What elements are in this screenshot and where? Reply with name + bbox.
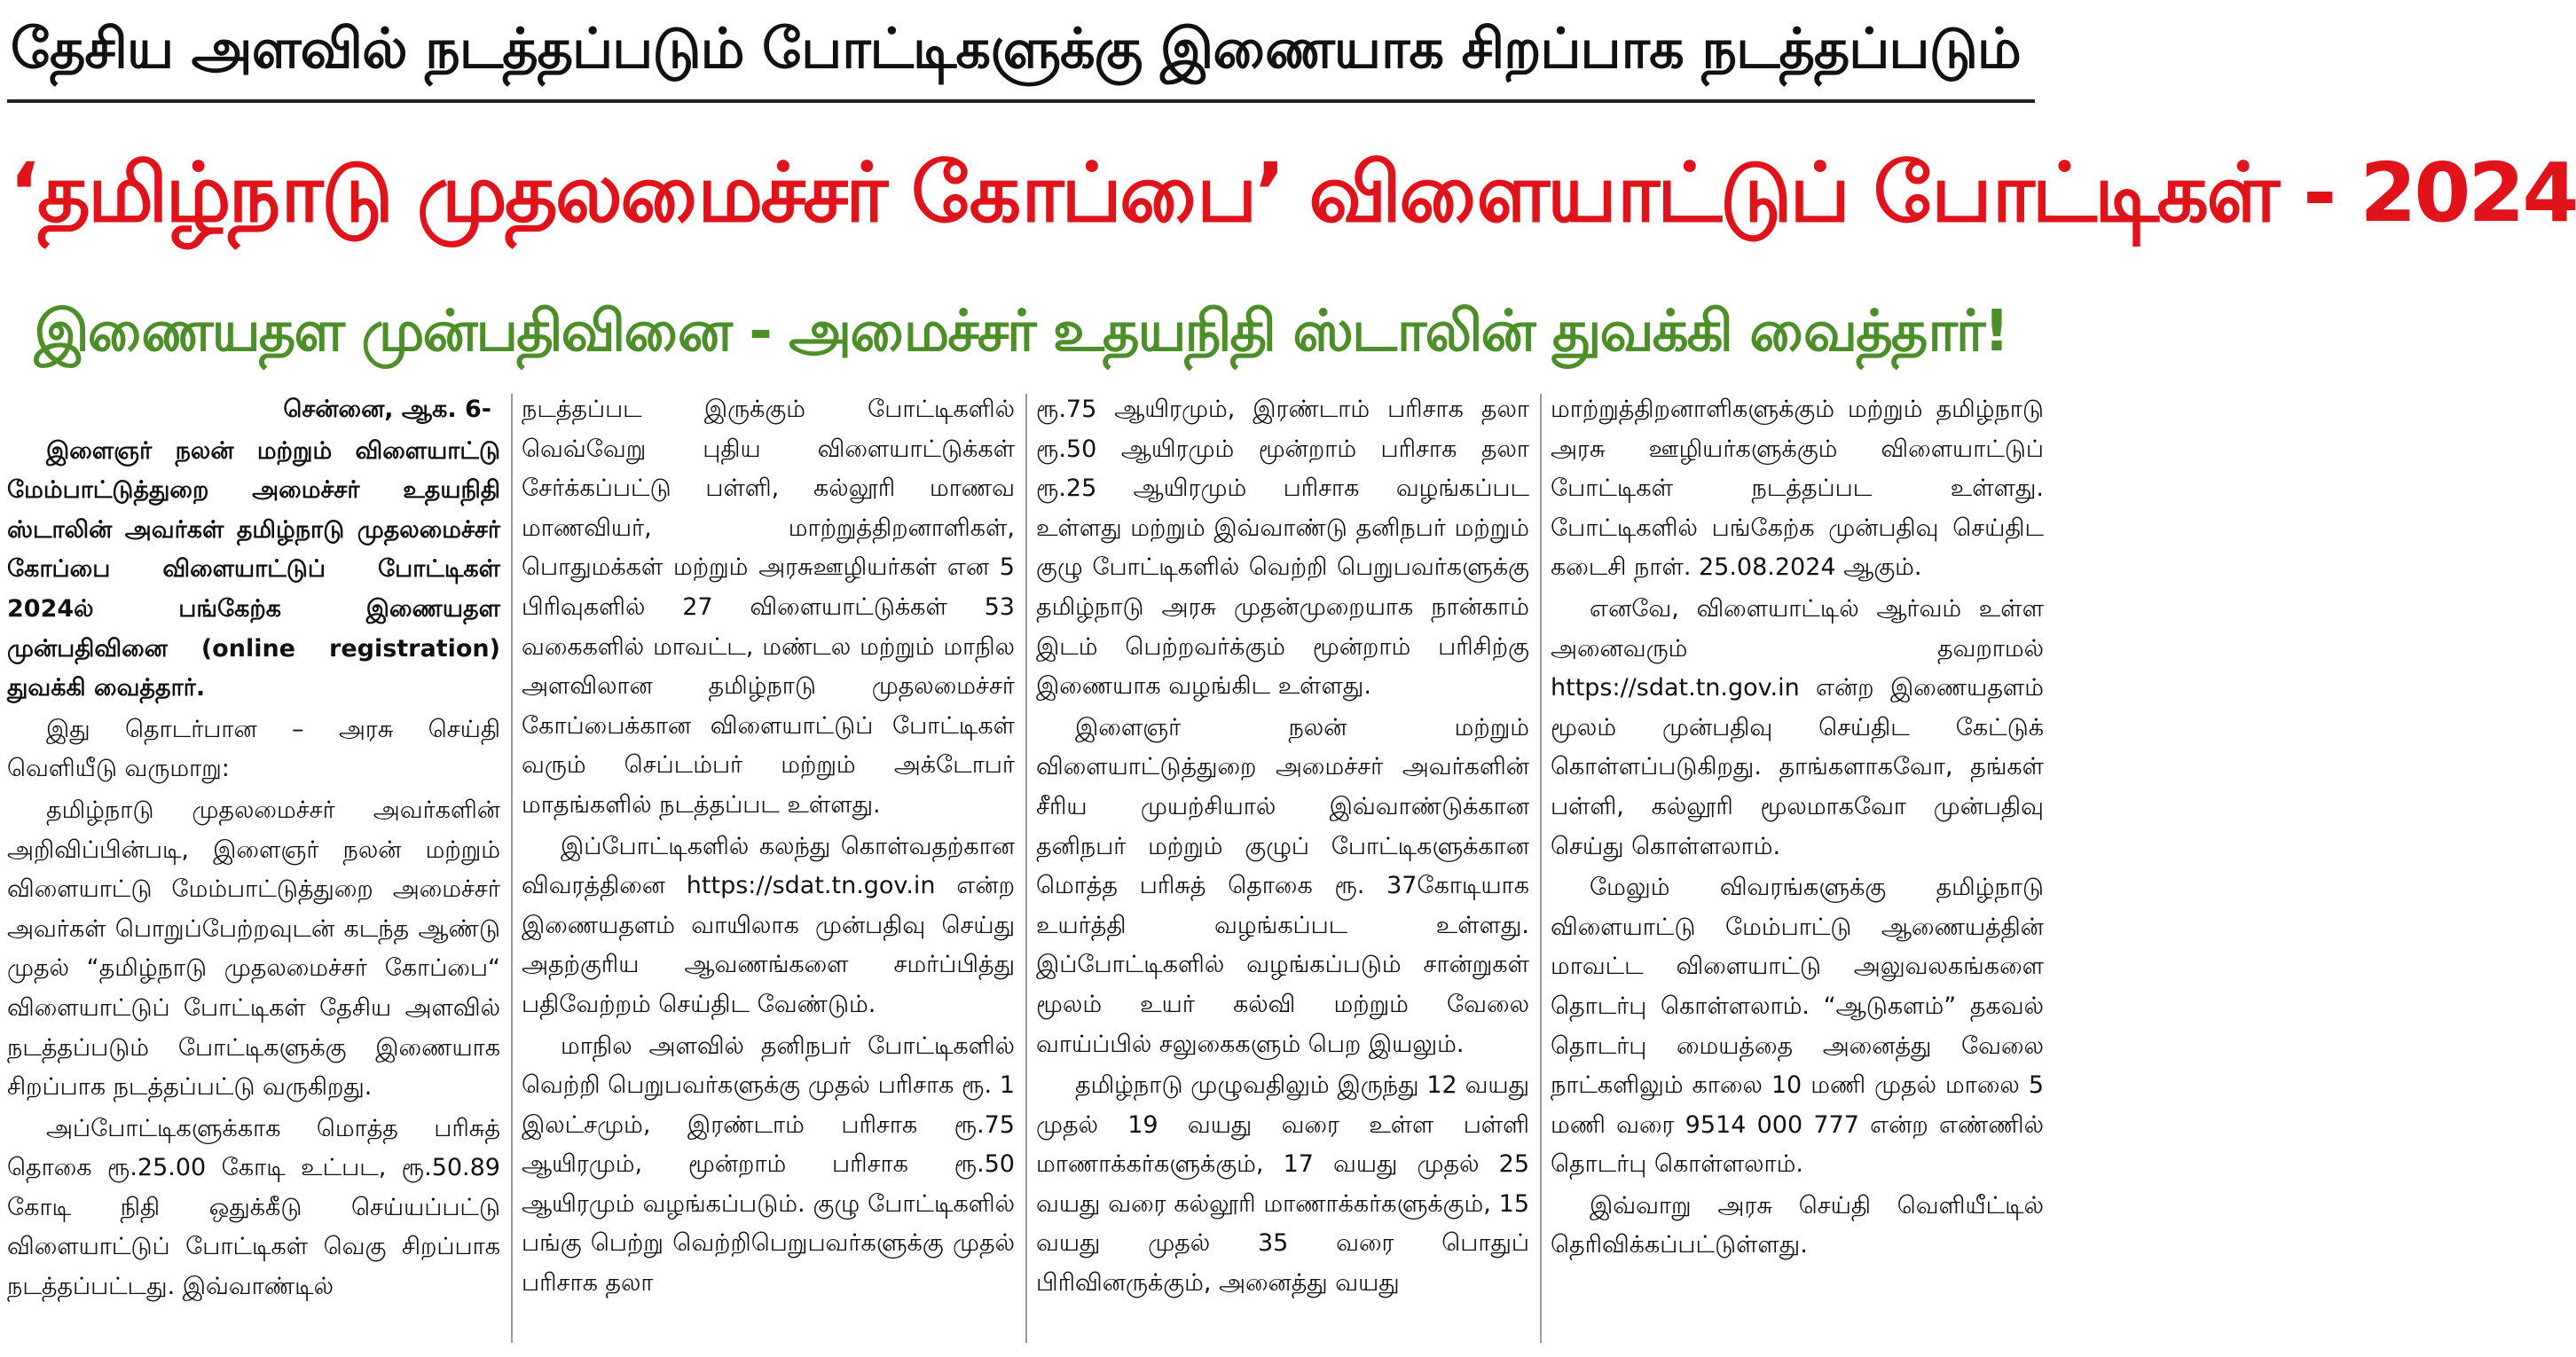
paragraph: ரூ.75 ஆயிரமும், இரண்டாம் பரிசாக தலா ரூ.50 ஆயிரமும் மூன்றாம் பரிசாக தலா ரூ.25 ஆயிரமும் பரிசாக வழங்கப்பட உள்ளது மற்றும் இவ்வாண்டு தனிநபர் மற்றும் குழு போட்டிகளில் வெற்றி பெறுபவர்களுக்கு தமிழ்நாடு அரசு முதன்முறையாக நான்காம் இடம் பெற்றவர்க்கும் மூன்றாம் பரிசிற்கு இணையாக வழங்கிட உள்ளது. [1036,396,1529,701]
paragraph: அப்போட்டிகளுக்காக மொத்த பரிசுத் தொகை ரூ.25.00 கோடி உட்பட, ரூ.50.89 கோடி நிதி ஒதுக்கீடு செய்யப்பட்டு விளையாட்டுப் போட்டிகள் வெகு சிறப்பாக நடத்தப்பட்டது. இவ்வாண்டில் [7,1114,500,1301]
headline: ‘தமிழ்நாடு முதலமைச்சர் கோப்பை’ விளையாட்டுப் போட்டிகள் - 2024 [9,145,2576,240]
paragraph: இது தொடர்பான – அரசு செய்தி வெளியீடு வருமாறு: [7,715,500,783]
paragraph: மாற்றுத்திறனாளிகளுக்கும் மற்றும் தமிழ்நாடு அரசு ஊழியர்களுக்கும் விளையாட்டுப் போட்டிகள் நடத்தப்பட உள்ளது. போட்டிகளில் பங்கேற்க முன்பதிவு செய்திட கடைசி நாள். 25.08.2024 ஆகும். [1551,396,2044,582]
paragraph: எனவே, விளையாட்டில் ஆர்வம் உள்ள அனைவரும் தவறாமல் https://sdat.tn.gov.in என்ற இணையதளம் மூலம் முன்பதிவு செய்திட கேட்டுக் கொள்ளப்படுகிறது. தாங்களாகவோ, தங்கள் பள்ளி, கல்லூரி மூலமாகவோ முன்பதிவு செய்து கொள்ளலாம். [1551,594,2044,860]
column-divider [1025,394,1027,1343]
paragraph: இவ்வாறு அரசு செய்தி வெளியீட்டில் தெரிவிக்கப்பட்டுள்ளது. [1551,1191,2044,1259]
article-column-4 [1551,390,2044,1348]
paragraph: மேலும் விவரங்களுக்கு தமிழ்நாடு விளையாட்டு மேம்பாட்டு ஆணையத்தின் மாவட்ட விளையாட்டு அலுவலகங்களை தொடர்பு கொள்ளலாம். “ஆடுகளம்” தகவல் தொடர்பு மையத்தை அனைத்து வேலை நாட்களிலும் காலை 10 மணி முதல் மாலை 5 மணி வரை 9514 000 777 என்ற எண்ணில் தொடர்பு கொள்ளலாம். [1551,874,2044,1179]
paragraph: தமிழ்நாடு முதலமைச்சர் அவர்களின் அறிவிப்பின்படி, இளைஞர் நலன் மற்றும் விளையாட்டு மேம்பாட்டுத்துறை அமைச்சர் அவர்கள் பொறுப்பேற்றவுடன் கடந்த ஆண்டு முதல் “தமிழ்நாடு முதலமைச்சர் கோப்பை“ விளையாட்டுப் போட்டிகள் தேசிய அளவில் நடத்தப்படும் போட்டிகளுக்கு இணையாக சிறப்பாக நடத்தப்பட்டு வருகிறது. [7,796,500,1102]
column-divider [1540,394,1542,1343]
paragraph: மாநில அளவில் தனிநபர் போட்டிகளில் வெற்றி பெறுபவர்களுக்கு முதல் பரிசாக ரூ. 1 இலட்சமும், இரண்டாம் பரிசாக ரூ.75 ஆயிரமும், மூன்றாம் பரிசாக ரூ.50 ஆயிரமும் வழங்கப்படும். குழு போட்டிகளில் பங்கு பெற்று வெற்றிபெறுபவர்களுக்கு முதல் பரிசாக தலா [522,1031,1015,1298]
paragraph: தமிழ்நாடு முழுவதிலும் இருந்து 12 வயது முதல் 19 வயது வரை உள்ள பள்ளி மாணாக்கர்களுக்கும், 17 வயது முதல் 25 வயது வரை கல்லூரி மாணாக்கர்களுக்கும், 15 வயது முதல் 35 வரை பொதுப் பிரிவினருக்கும், அனைத்து வயது [1036,1071,1529,1298]
lead-paragraph: இளைஞர் நலன் மற்றும் விளையாட்டு மேம்பாட்டுத்துறை அமைச்சர் உதயநிதி ஸ்டாலின் அவர்கள் தமிழ்நாடு முதலமைச்சர் கோப்பை விளையாட்டுப் போட்டிகள் 2024ல் பங்கேற்க இணையதள முன்பதிவினை (online registration) துவக்கி வைத்தார். [7,436,500,702]
paragraph: இளைஞர் நலன் மற்றும் விளையாட்டுத்துறை அமைச்சர் அவர்களின் சீரிய முயற்சியால் இவ்வாண்டுக்கான தனிநபர் மற்றும் குழுப் போட்டிகளுக்கான மொத்த பரிசுத் தொகை ரூ. 37கோடியாக உயர்த்தி வழங்கப்பட உள்ளது. இப்போட்டிகளில் வழங்கப்படும் சான்றுகள் மூலம் உயர் கல்வி மற்றும் வேலை வாய்ப்பில் சலுகைகளும் பெற இயலும். [1036,713,1529,1058]
subheadline: இணையதள முன்பதிவினை - அமைச்சர் உதயநிதி ஸ்டாலின் துவக்கி வைத்தார்! [34,299,2008,365]
dateline: சென்னை, ஆக. 6- [283,396,491,423]
article-body [7,390,2044,1348]
article-column-2 [522,390,1015,1348]
article-column-1 [7,390,500,1348]
column-divider [511,394,513,1343]
kicker-line: தேசிய அளவில் நடத்தப்படும் போட்டிகளுக்கு இணையாக சிறப்பாக நடத்தப்படும் [11,16,2021,81]
paragraph: இப்போட்டிகளில் கலந்து கொள்வதற்கான விவரத்தினை https://sdat.tn.gov.in என்ற இணையதளம் வாயிலாக முன்பதிவு செய்து அதற்குரிய ஆவணங்களை சமர்ப்பித்து பதிவேற்றம் செய்திட வேண்டும். [522,832,1015,1018]
article-column-3 [1036,390,1529,1348]
header-divider [7,99,2035,103]
paragraph: நடத்தப்பட இருக்கும் போட்டிகளில் வெவ்வேறு புதிய விளையாட்டுக்கள் சேர்க்கப்பட்டு பள்ளி, கல்லூரி மாணவ மாணவியர், மாற்றுத்திறனாளிகள், பொதுமக்கள் மற்றும் அரசுஊழியர்கள் என 5 பிரிவுகளில் 27 விளையாட்டுக்கள் 53 வகைகளில் மாவட்ட, மண்டல மற்றும் மாநில அளவிலான தமிழ்நாடு முதலமைச்சர் கோப்பைக்கான விளையாட்டுப் போட்டிகள் வரும் செப்டம்பர் மற்றும் அக்டோபர் மாதங்களில் நடத்தப்பட உள்ளது. [522,396,1015,819]
